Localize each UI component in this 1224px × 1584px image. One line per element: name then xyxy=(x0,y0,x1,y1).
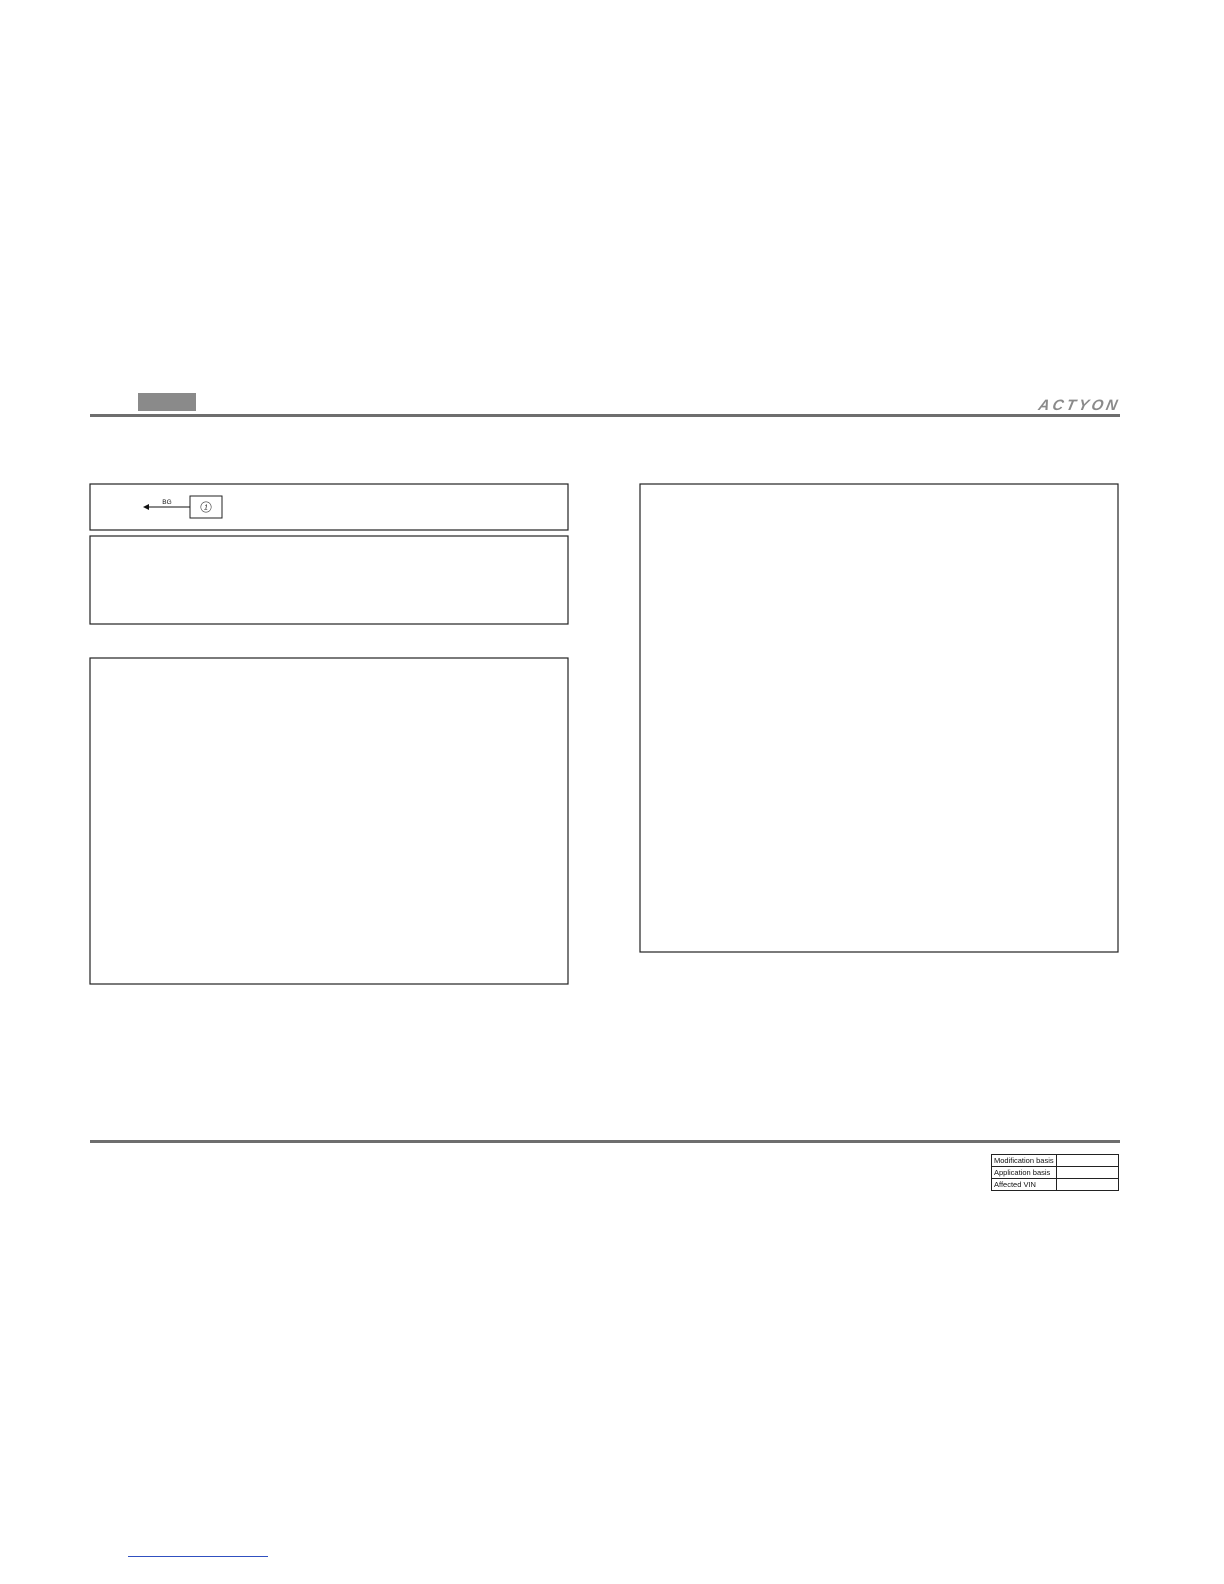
stamp-value xyxy=(1056,1167,1118,1179)
stamp-label: Affected VIN xyxy=(992,1179,1057,1191)
panel1-bottom-frame xyxy=(90,536,568,624)
brand-logo: ACTYON xyxy=(1036,397,1122,414)
stamp-row xyxy=(992,1179,1119,1191)
stamp-value xyxy=(1056,1155,1118,1167)
stamp-row xyxy=(992,1167,1119,1179)
p1-top-left-pin-number: 1 xyxy=(204,504,208,512)
panel3-frame xyxy=(640,484,1118,952)
stamp-label: Modification basis xyxy=(992,1155,1057,1167)
stamp-value xyxy=(1056,1179,1118,1191)
p1-top-left-left-wire-color: BG xyxy=(162,499,172,506)
panel2-frame xyxy=(90,658,568,984)
stamp-label: Application basis xyxy=(992,1167,1057,1179)
stamp-row xyxy=(992,1155,1119,1167)
revision-stamp xyxy=(991,1154,1119,1191)
footer-link-underline xyxy=(128,1556,268,1557)
